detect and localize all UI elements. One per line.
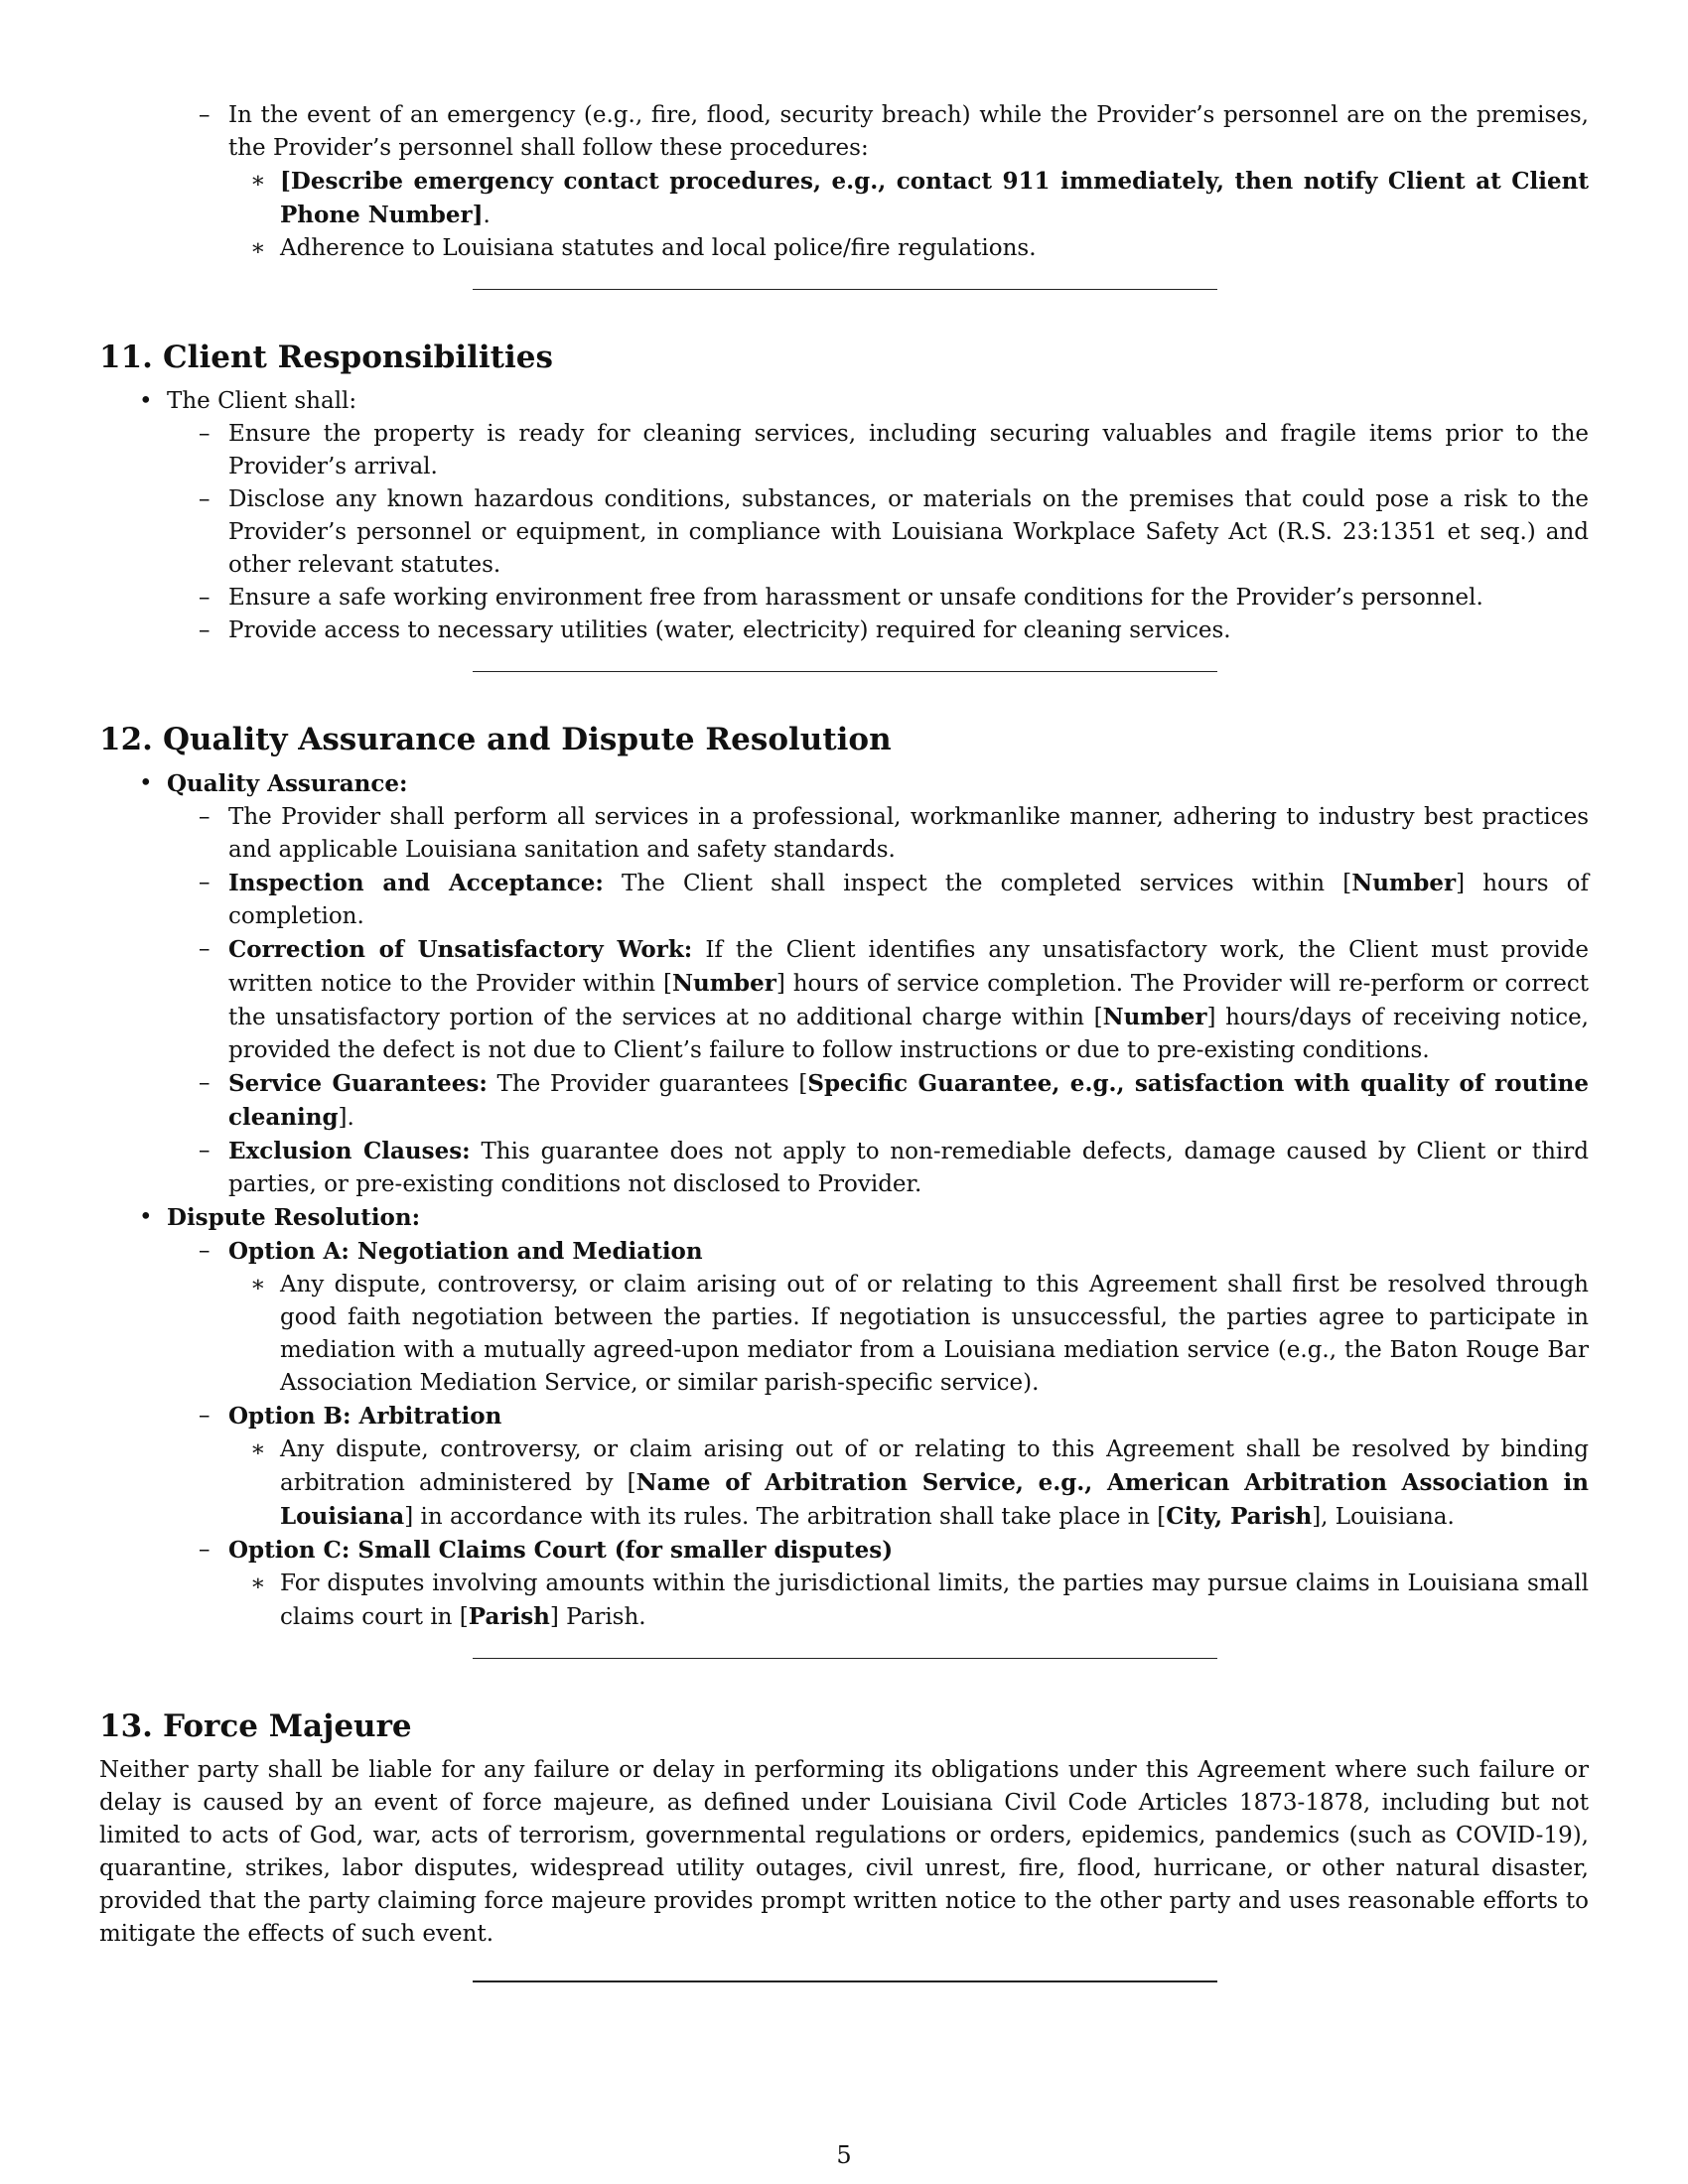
section-12-heading: 12. Quality Assurance and Dispute Resolution [99, 722, 892, 757]
bullet-marker: • [139, 770, 153, 796]
section-divider [473, 289, 1217, 290]
dash-marker: – [199, 102, 211, 128]
bullet-marker: • [139, 388, 153, 414]
dispute-resolution-heading: • Dispute Resolution: [99, 1201, 1589, 1235]
dash-marker: – [199, 1138, 211, 1163]
option-a-text: ∗ Any dispute, controversy, or claim arising out of or relating to this Agreement shall first be resolved through good faith negotiation between the parties. If negotiation is unsuccessful, the parties agree to participate in mediation with a mutually agreed-upon mediator from a Louisiana mediation service (e.g., the Baton Rouge Bar Association Mediation Service, or similar parish-specific service). [99, 1269, 1589, 1400]
dash-marker: – [199, 804, 211, 830]
dash-marker: – [199, 1403, 211, 1429]
list-item: – The Provider shall perform all services in a professional, workmanlike manner, adhering to industry best practices and applicable Louisiana sanitation and safety standards. [99, 801, 1589, 867]
star-marker: ∗ [250, 1272, 266, 1297]
emergency-proc-1-text: [Describe emergency contact procedures, e.g., contact 911 immediately, then notify Client at Client Phone Number] [280, 168, 1589, 228]
document-page [99, 99, 1589, 1982]
section-13-heading: 13. Force Majeure [99, 1708, 412, 1744]
emergency-intro: In the event of an emergency (e.g., fire, flood, security breach) while the Provider’s personnel are on the premises, the Provider’s personnel shall follow these procedures: [228, 102, 1589, 161]
page-number: 5 [836, 2141, 852, 2169]
star-marker: ∗ [250, 168, 266, 194]
force-majeure-text: Neither party shall be liable for any failure or delay in performing its obligations under this Agreement where such failure or delay is caused by an event of force majeure, as defined under Louisiana Civil Code Articles 1873-1878, including but not limited to acts of God, war, acts of terrorism, governmental regulations or orders, epidemics, pandemics (such as COVID-19), quarantine, strikes, labor disputes, widespread utility outages, civil unrest, fire, flood, hurricane, or other natural disaster, provided that the party claiming force majeure provides prompt written notice to the other party and uses reasonable efforts to mitigate the effects of such event. [99, 1757, 1589, 1947]
list-item: – Disclose any known hazardous conditions, substances, or materials on the premises that could pose a risk to the Provider’s personnel or equipment, in compliance with Louisiana Workplace Safety Act (R.S. 23:1351 et seq.) and other relevant statutes. [99, 483, 1589, 582]
list-item: – Ensure a safe working environment free from harassment or unsafe conditions for the Provider’s personnel. [99, 582, 1589, 614]
list-item: – Ensure the property is ready for cleaning services, including securing valuables and fragile items prior to the Provider’s arrival. [99, 418, 1589, 483]
option-a-heading: – Option A: Negotiation and Mediation [99, 1235, 1589, 1269]
dash-marker: – [199, 1070, 211, 1096]
quality-assurance-heading: • Quality Assurance: [99, 767, 1589, 801]
list-item: – Correction of Unsatisfactory Work: If the Client identifies any unsatisfactory work, the Client must provide written notice to the Provider within [Number] hours of service completion. The Provider will re-perform or correct the unsatisfactory portion of the services at no additional charge within [Number] hours/days of receiving notice, provided the defect is not due to Client’s failure to follow instructions or due to pre-existing conditions. [99, 933, 1589, 1067]
option-c-text: ∗ For disputes involving amounts within the jurisdictional limits, the parties may pursue claims in Louisiana small claims court in [Parish] Parish. [99, 1568, 1589, 1634]
list-item: – Provide access to necessary utilities (water, electricity) required for cleaning services. [99, 614, 1589, 647]
section-divider [473, 671, 1217, 672]
dash-marker: – [199, 936, 211, 962]
section-11-lead: • The Client shall: [99, 385, 1589, 418]
emergency-item [99, 99, 1589, 165]
list-item: – Exclusion Clauses: This guarantee does not apply to non-remediable defects, damage caused by Client or third parties, or pre-existing conditions not disclosed to Provider. [99, 1135, 1589, 1201]
section-divider [473, 1980, 1217, 1982]
section-divider [473, 1658, 1217, 1659]
dash-marker: – [199, 1238, 211, 1264]
dash-marker: – [199, 617, 211, 643]
star-marker: ∗ [250, 235, 266, 261]
bullet-marker: • [139, 1204, 153, 1230]
star-marker: ∗ [250, 1570, 266, 1596]
dash-marker: – [199, 486, 211, 512]
list-item: – Inspection and Acceptance: The Client shall inspect the completed services within [Number] hours of completion. [99, 867, 1589, 933]
dash-marker: – [199, 1537, 211, 1563]
dash-marker: – [199, 421, 211, 447]
option-b-text: ∗ Any dispute, controversy, or claim arising out of or relating to this Agreement shall be resolved by binding arbitration administered by [Name of Arbitration Service, e.g., American Arbitration Association in Louisiana] in accordance with its rules. The arbitration shall take place in [City, Parish], Louisiana. [99, 1433, 1589, 1534]
section-11-heading: 11. Client Responsibilities [99, 340, 553, 375]
list-item: – Service Guarantees: The Provider guarantees [Specific Guarantee, e.g., satisfaction with quality of routine cleaning]. [99, 1067, 1589, 1135]
option-b-heading: – Option B: Arbitration [99, 1400, 1589, 1433]
dash-marker: – [199, 870, 211, 895]
option-c-heading: – Option C: Small Claims Court (for smaller disputes) [99, 1534, 1589, 1568]
dash-marker: – [199, 585, 211, 611]
emergency-proc-1: ∗ [Describe emergency contact procedures, e.g., contact 911 immediately, then notify Client at Client Phone Number]. [99, 165, 1589, 232]
emergency-proc-2: ∗ Adherence to Louisiana statutes and local police/fire regulations. [99, 232, 1589, 265]
star-marker: ∗ [250, 1436, 266, 1462]
